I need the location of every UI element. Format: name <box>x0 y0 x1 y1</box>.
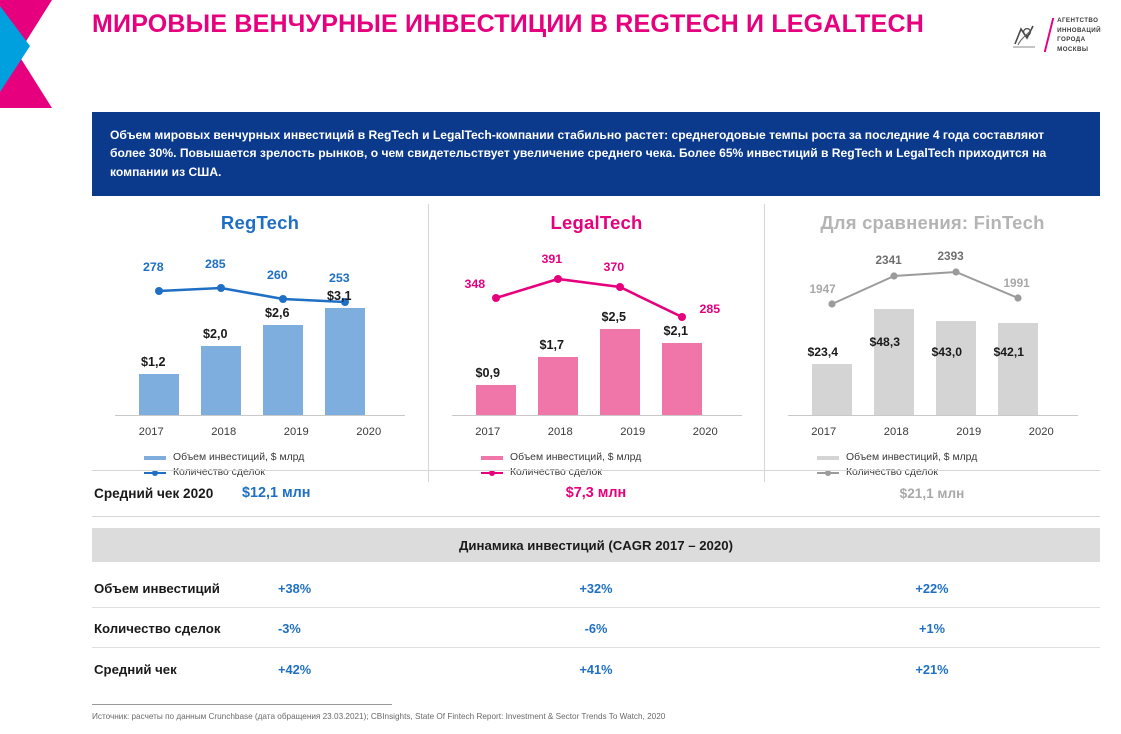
row-label-investments: Объем инвестиций <box>94 581 220 596</box>
legend-bar-label: Объем инвестиций, $ млрд <box>173 452 305 463</box>
x-axis-legaltech <box>452 415 742 416</box>
deals-label-2018: 391 <box>541 252 563 266</box>
deals-label-2017: 348 <box>464 277 486 291</box>
logo-divider <box>1044 18 1054 52</box>
deals-label-2020: 253 <box>329 271 350 285</box>
column-fintech <box>764 204 1100 482</box>
logo-text <box>1057 16 1101 54</box>
avg-check-legaltech: $7,3 млн <box>565 485 627 501</box>
chart-legaltech <box>452 254 742 442</box>
deals-label-2018: 285 <box>205 257 226 271</box>
invest-label-2020: $3,1 <box>327 289 352 303</box>
row-label-deals: Количество сделок <box>94 621 221 636</box>
charts-row <box>92 204 1100 482</box>
x-tick-2018: 2018 <box>211 426 237 438</box>
legend-item-investments <box>817 452 1100 463</box>
row-value-fintech: +1% <box>919 621 945 636</box>
logo-line-2: ИННОВАЦИЙ <box>1057 26 1101 34</box>
x-tick-2020: 2020 <box>1028 426 1054 438</box>
x-tick-2018: 2018 <box>547 426 573 438</box>
logo-line-4: МОСКВЫ <box>1057 45 1089 53</box>
column-title-regtech: RegTech <box>220 212 300 233</box>
x-tick-labels-legaltech <box>452 426 742 438</box>
deals-label-2017: 278 <box>143 260 164 274</box>
chart-regtech <box>115 254 405 442</box>
x-tick-2019: 2019 <box>283 426 309 438</box>
invest-label-2019: $43,0 <box>931 345 962 359</box>
legend-line-label: Количество сделок <box>510 467 602 478</box>
row-value-legaltech: +32% <box>579 581 613 596</box>
source-note: Источник: расчеты по данным Crunchbase (дата обращения 23.03.2021); CBInsights, State Of Fintech Report: Investment & Sector Trends To Watch, 2020 <box>92 712 666 721</box>
legend-bar-label: Объем инвестиций, $ млрд <box>510 452 642 463</box>
invest-label-2019: $2,6 <box>265 306 290 320</box>
invest-label-2017: $1,2 <box>141 355 166 369</box>
agency-logo <box>1007 16 1101 54</box>
row-value-regtech: +38% <box>278 581 312 596</box>
column-legaltech <box>428 204 764 482</box>
row-value-legaltech: -6% <box>584 621 608 636</box>
x-tick-2019: 2019 <box>620 426 646 438</box>
invest-label-2018: $1,7 <box>539 338 565 352</box>
row-label-avg-check: Средний чек <box>94 661 177 677</box>
legend-line-label: Количество сделок <box>846 467 938 478</box>
legend-bar-label: Объем инвестиций, $ млрд <box>846 452 978 463</box>
x-tick-2020: 2020 <box>692 426 718 438</box>
dynamics-band-title: Динамика инвестиций (CAGR 2017 – 2020) <box>92 528 1100 562</box>
table-row <box>92 610 1100 648</box>
chart-fintech <box>788 249 1078 442</box>
legend-line-label: Количество сделок <box>173 467 265 478</box>
x-tick-labels-regtech <box>115 426 405 438</box>
x-tick-2020: 2020 <box>356 426 382 438</box>
deals-label-2020: 1991 <box>1003 276 1030 290</box>
invest-label-2018: $48,3 <box>869 335 900 349</box>
invest-label-2018: $2,0 <box>203 327 228 341</box>
invest-label-2020: $2,1 <box>663 324 689 338</box>
invest-label-2020: $42,1 <box>993 345 1024 359</box>
x-tick-2017: 2017 <box>138 426 164 438</box>
page-title: МИРОВЫЕ ВЕНЧУРНЫЕ ИНВЕСТИЦИИ В REGTECH И LEGALTECH <box>92 10 925 38</box>
logo-line-1: АГЕНТСТВО <box>1057 17 1099 24</box>
legend-bar-swatch-icon <box>817 456 839 460</box>
table-row <box>92 650 1100 688</box>
coat-of-arms-icon <box>1007 18 1041 52</box>
deals-label-2018: 2341 <box>875 253 902 267</box>
row-value-legaltech: +41% <box>579 661 613 677</box>
invest-label-2017: $23,4 <box>807 345 838 359</box>
table-row <box>92 570 1100 608</box>
x-tick-2019: 2019 <box>956 426 982 438</box>
x-tick-2017: 2017 <box>475 426 501 438</box>
x-tick-2017: 2017 <box>811 426 837 438</box>
page-header <box>92 8 952 40</box>
deals-label-2019: 370 <box>603 260 625 274</box>
invest-label-2019: $2,5 <box>601 310 627 324</box>
x-tick-labels-fintech <box>788 426 1078 438</box>
row-value-regtech: -3% <box>278 621 301 636</box>
column-title-fintech: Для сравнения: FinTech <box>820 212 1045 233</box>
deals-label-2020: 285 <box>699 302 721 316</box>
row-value-regtech: +42% <box>278 661 312 677</box>
legend-item-investments <box>481 452 764 463</box>
deals-label-2017: 1947 <box>809 282 836 296</box>
avg-check-row <box>92 472 1100 514</box>
separator-below-avg-check <box>92 516 1100 517</box>
column-regtech <box>92 204 428 482</box>
x-axis-regtech <box>115 415 405 416</box>
column-title-legaltech: LegalTech <box>550 212 643 233</box>
deals-label-2019: 260 <box>267 268 288 282</box>
avg-check-label: Средний чек 2020 <box>94 485 214 501</box>
source-divider <box>92 704 392 705</box>
legend-bar-swatch-icon <box>481 456 503 460</box>
avg-check-regtech: $12,1 млн <box>242 485 311 501</box>
row-value-fintech: +21% <box>915 661 949 677</box>
row-value-fintech: +22% <box>915 581 949 596</box>
separator-avg-check <box>92 470 1100 471</box>
avg-check-fintech: $21,1 млн <box>899 485 965 501</box>
deals-label-2019: 2393 <box>937 249 964 263</box>
logo-line-3: ГОРОДА <box>1057 36 1086 44</box>
legend-bar-swatch-icon <box>144 456 166 460</box>
summary-callout: Объем мировых венчурных инвестиций в RegTech и LegalTech-компании стабильно растет: среднегодовые темпы роста за последние 4 года составляют более 30%. Повышается зрелость рынков, о чем свидетельствует увеличение среднего чека. Более 65% инвестиций в RegTech и LegalTech приходится на компании из США. <box>92 112 1100 196</box>
decorative-corner <box>0 0 70 108</box>
x-tick-2018: 2018 <box>883 426 909 438</box>
legend-item-investments <box>144 452 428 463</box>
x-axis-fintech <box>788 415 1078 416</box>
invest-label-2017: $0,9 <box>475 366 501 380</box>
